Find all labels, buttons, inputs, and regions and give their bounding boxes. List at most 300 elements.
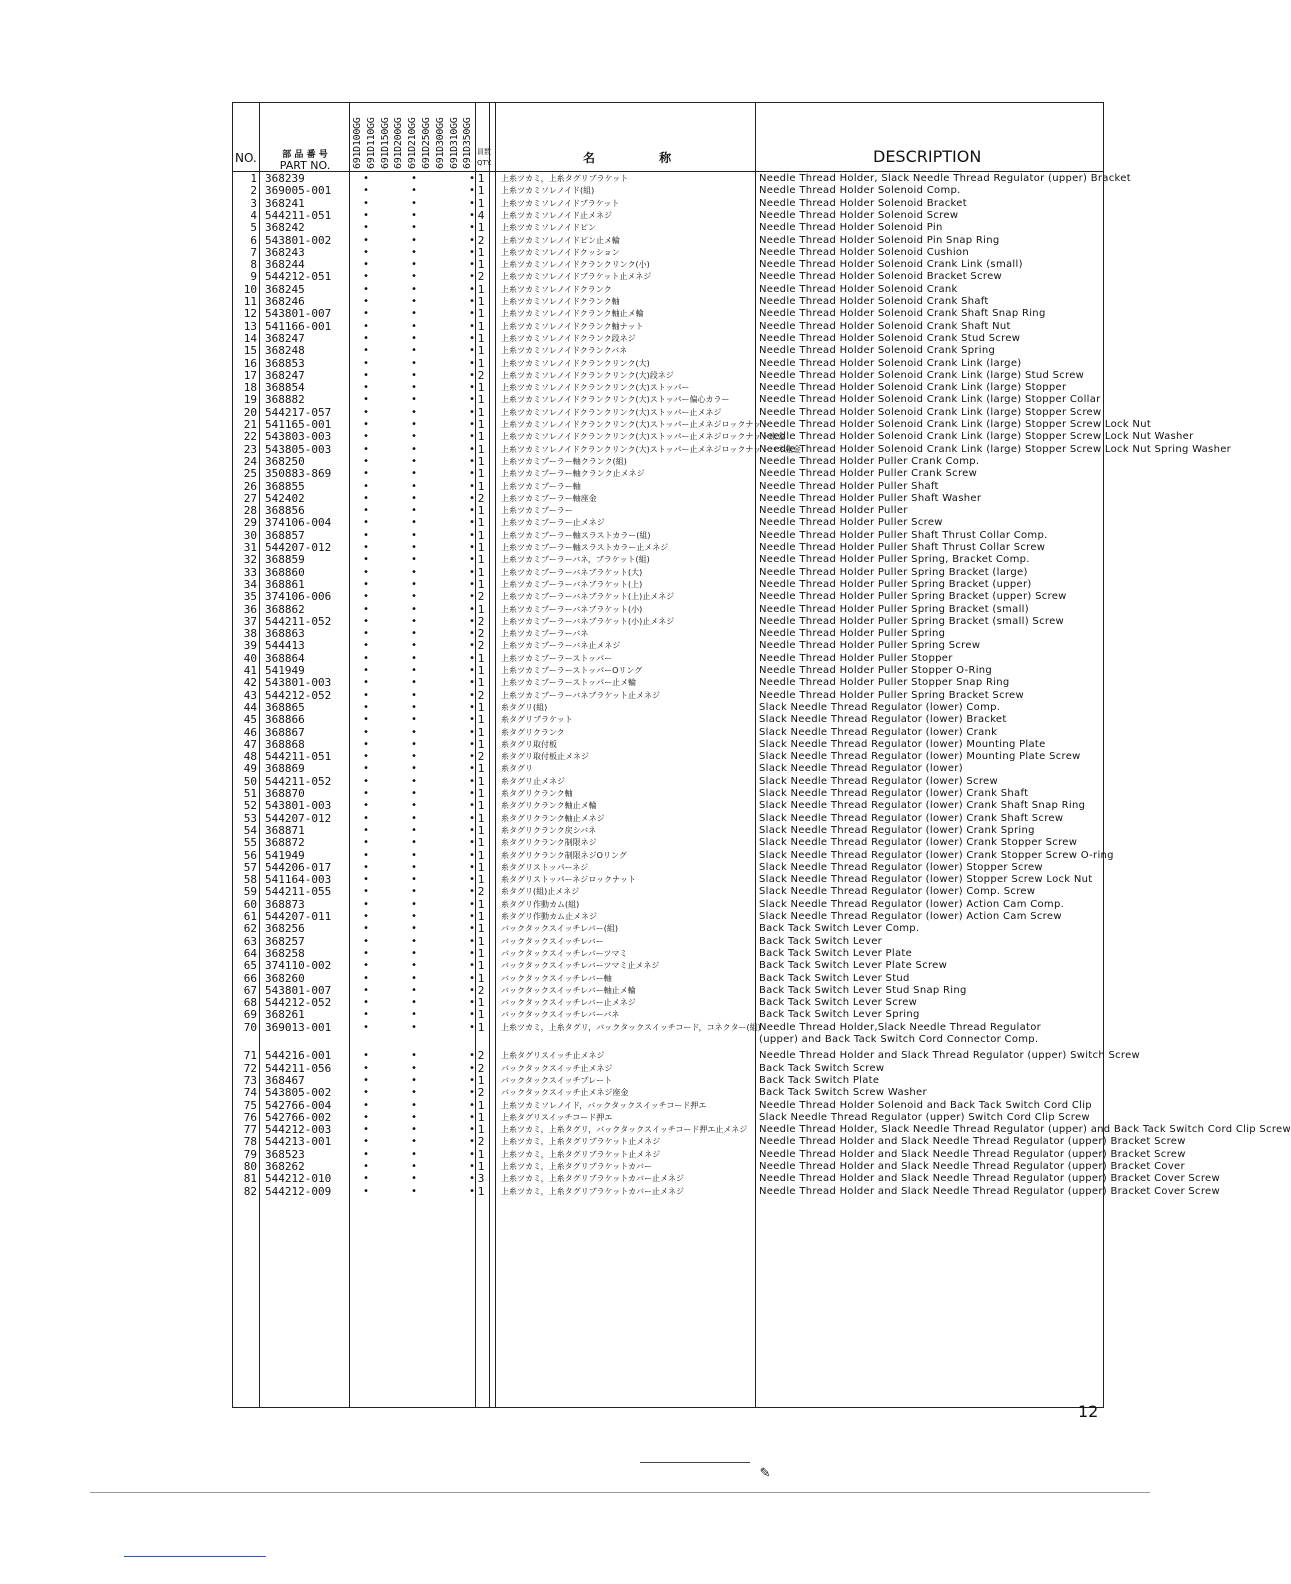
description: Needle Thread Holder Puller Stopper: [759, 652, 953, 664]
applicability-dot: •: [469, 1021, 476, 1033]
applicability-dot: •: [411, 185, 418, 197]
row-number: 27: [243, 491, 257, 505]
applicability-dot: •: [411, 382, 418, 394]
applicability-dot: •: [469, 283, 476, 295]
quantity: 1: [477, 713, 485, 727]
applicability-dot: •: [363, 271, 370, 283]
part-number: 543801-007: [265, 307, 332, 321]
applicability-dot: •: [411, 726, 418, 738]
applicability-dot: •: [469, 197, 476, 209]
quantity: 1: [477, 934, 485, 948]
description: Slack Needle Thread Regulator (lower) Comp. Screw: [759, 886, 1036, 898]
japanese-name: バックタックスイッチレバー軸: [501, 973, 612, 983]
quantity: 1: [477, 516, 485, 530]
applicability-dot: •: [363, 492, 370, 504]
applicability-dot: •: [411, 271, 418, 283]
table-row: [233, 997, 1103, 1009]
description: Needle Thread Holder Puller Shaft Thrust Collar Screw: [759, 542, 1046, 553]
table-row: [233, 1100, 1103, 1112]
applicability-dot: •: [363, 197, 370, 209]
row-number: 1: [250, 172, 257, 185]
model-header: [351, 105, 365, 169]
quantity: 1: [477, 331, 485, 345]
table-row: [233, 690, 1103, 702]
quantity: 1: [477, 774, 485, 788]
applicability-dot: •: [411, 517, 418, 529]
applicability-dot: •: [411, 812, 418, 824]
row-number: 80: [243, 1160, 257, 1173]
japanese-name: バックタックスイッチレバーツマミ止メネジ: [501, 961, 660, 971]
applicability-dot: •: [363, 812, 370, 824]
model-label: 691D250GG: [421, 117, 432, 169]
quantity: 1: [477, 897, 485, 911]
model-header: [365, 105, 379, 169]
description: Needle Thread Holder Puller Crank Comp.: [759, 455, 980, 467]
pen-mark-icon: ✎: [760, 1462, 770, 1481]
row-number: 77: [243, 1123, 257, 1137]
model-header: [420, 105, 434, 169]
japanese-name: バックタックスイッチレバーバネ: [501, 1010, 620, 1020]
applicability-dot: •: [363, 369, 370, 381]
row-number: 65: [243, 959, 257, 973]
table-row: [233, 751, 1103, 763]
description: Slack Needle Thread Regulator (lower) Stopper Screw: [759, 861, 1043, 873]
part-number: 544206-017: [265, 860, 332, 874]
applicability-dot: •: [469, 320, 476, 332]
description: Back Tack Switch Lever Stud: [759, 972, 910, 984]
description: Back Tack Switch Screw: [759, 1062, 885, 1074]
quantity: 1: [477, 799, 485, 813]
description: Needle Thread Holder and Slack Needle Thread Regulator (upper) Bracket Screw: [759, 1148, 1186, 1160]
applicability-dot: •: [469, 1124, 476, 1136]
quantity: 2: [477, 750, 485, 764]
part-number: 368870: [265, 787, 305, 800]
applicability-dot: •: [411, 1136, 418, 1148]
japanese-name: 上糸ツカミ，上糸タグリブラケット: [501, 174, 629, 183]
table-row: [233, 247, 1103, 259]
quantity: 1: [477, 1008, 485, 1022]
japanese-name: バックタックスイッチレバー軸止メ輪: [501, 985, 636, 995]
table-row: [233, 899, 1103, 911]
table-row: [233, 1112, 1103, 1124]
applicability-dot: •: [411, 861, 418, 873]
applicability-dot: •: [363, 652, 370, 664]
quantity: 1: [477, 1098, 485, 1112]
japanese-name: 糸タグリ作動カム止メネジ: [501, 912, 597, 921]
quantity: 2: [477, 368, 485, 382]
applicability-dot: •: [469, 578, 476, 590]
applicability-dot: •: [469, 640, 476, 652]
part-number: 544211-051: [265, 208, 332, 222]
row-number: 63: [243, 934, 257, 948]
applicability-dot: •: [411, 406, 418, 418]
applicability-dot: •: [469, 296, 476, 307]
description: Needle Thread Holder Solenoid Crank Link (large) Stopper Screw Lock Nut: [759, 419, 1152, 430]
row-number: 22: [243, 430, 257, 444]
japanese-name: 上糸ツカミソレノイドクランク軸止メ輪: [501, 309, 644, 319]
japanese-name: 糸タグリストッパーネジロックナット: [501, 875, 636, 885]
table-row: [233, 763, 1103, 775]
quantity: 1: [477, 393, 485, 407]
row-number: 71: [243, 1049, 257, 1063]
row-number: 3: [250, 196, 257, 210]
part-number: 368242: [265, 221, 305, 235]
japanese-name: 上糸ツカミプーラーストッパーOリング: [501, 666, 643, 675]
row-number: 38: [243, 627, 257, 641]
applicability-dot: •: [469, 222, 476, 234]
applicability-dot: •: [469, 566, 476, 578]
applicability-dot: •: [363, 615, 370, 627]
applicability-dot: •: [363, 578, 370, 590]
japanese-name: 上糸ツカミプーラーバネブラケット止メネジ: [501, 690, 660, 700]
applicability-dot: •: [363, 173, 370, 184]
row-number: 72: [243, 1061, 257, 1075]
japanese-name: 上糸ツカミソレノイドピン止メ輪: [501, 235, 620, 245]
table-row: [233, 542, 1103, 554]
table-row: [233, 567, 1103, 579]
quantity: 2: [477, 491, 485, 505]
model-header: [434, 105, 448, 169]
quantity: 1: [477, 344, 485, 358]
applicability-dot: •: [469, 357, 476, 369]
table-row: [233, 1075, 1103, 1087]
table-row: [233, 418, 1152, 431]
applicability-dot: •: [363, 1173, 370, 1185]
applicability-dot: •: [469, 788, 476, 799]
applicability-dot: •: [363, 246, 370, 258]
quantity: 2: [477, 688, 485, 702]
table-row: [233, 530, 1103, 542]
applicability-dot: •: [411, 1021, 418, 1033]
table-row: [233, 886, 1103, 898]
applicability-dot: •: [411, 837, 418, 849]
table-row: [233, 210, 1103, 222]
applicability-dot: •: [469, 480, 476, 492]
row-number: 81: [243, 1172, 257, 1186]
part-number: 368865: [265, 700, 305, 714]
part-number: 368239: [265, 172, 305, 185]
row-number: 82: [243, 1184, 257, 1198]
applicability-dot: •: [411, 898, 418, 910]
applicability-dot: •: [411, 455, 418, 467]
row-number: 10: [243, 282, 257, 296]
applicability-dot: •: [411, 1124, 418, 1136]
table-row: [233, 616, 1103, 628]
quantity: 1: [477, 676, 485, 690]
applicability-dot: •: [411, 1111, 418, 1123]
applicability-dot: •: [469, 271, 476, 283]
table-row: [233, 284, 1103, 296]
row-number: 2: [250, 184, 257, 198]
row-number: 50: [243, 774, 257, 788]
description: Slack Needle Thread Regulator (lower) Crank Stopper Screw O-ring: [759, 849, 1114, 861]
japanese-name: 上糸ツカミソレノイドクランクリンク(小): [501, 260, 650, 270]
row-number: 75: [243, 1098, 257, 1112]
applicability-dot: •: [469, 234, 476, 246]
model-label: 691D200GG: [393, 117, 405, 169]
applicability-dot: •: [469, 1050, 476, 1062]
applicability-dot: •: [363, 529, 370, 541]
part-number: 544211-052: [265, 774, 332, 788]
quantity: 1: [477, 565, 485, 579]
quantity: 1: [477, 811, 485, 825]
row-number: 18: [243, 381, 257, 395]
applicability-dot: •: [411, 997, 418, 1009]
row-number: 73: [243, 1073, 257, 1087]
description: Back Tack Switch Plate: [759, 1074, 880, 1086]
applicability-dot: •: [469, 308, 476, 320]
quantity: 2: [477, 1061, 485, 1075]
row-number: 79: [243, 1147, 257, 1161]
quantity: 1: [477, 1110, 485, 1124]
applicability-dot: •: [363, 628, 370, 640]
row-number: 4: [250, 208, 257, 222]
row-number: 25: [243, 467, 257, 481]
quantity: 1: [477, 762, 485, 776]
table-row: [233, 677, 1103, 689]
row-number: 41: [243, 664, 257, 677]
part-number: 543801-007: [265, 983, 332, 997]
applicability-dot: •: [469, 800, 476, 812]
row-number: 40: [243, 651, 257, 665]
applicability-dot: •: [469, 652, 476, 664]
part-number: 368861: [265, 577, 305, 591]
quantity: 1: [477, 996, 485, 1010]
quantity: 1: [477, 910, 485, 923]
applicability-dot: •: [469, 874, 476, 886]
japanese-name: バックタックスイッチ止メネジ座金: [501, 1088, 629, 1098]
japanese-name: 上糸ツカミプーラーバネブラケット(小): [501, 604, 643, 614]
table-row: [233, 640, 1103, 652]
applicability-dot: •: [469, 1009, 476, 1021]
applicability-dot: •: [469, 554, 476, 566]
table-row: [233, 370, 1103, 382]
japanese-name: 糸タグリ(組): [501, 702, 548, 712]
description: Slack Needle Thread Regulator (upper) Switch Cord Clip Screw: [759, 1111, 1090, 1123]
applicability-dot: •: [411, 640, 418, 652]
quantity: 2: [477, 590, 485, 604]
table-row: [233, 948, 1103, 960]
description: Needle Thread Holder Solenoid Crank Link (large): [759, 357, 1022, 369]
applicability-dot: •: [411, 332, 418, 344]
description: Slack Needle Thread Regulator (lower) Stopper Screw Lock Nut: [759, 874, 1093, 886]
applicability-dot: •: [363, 726, 370, 738]
japanese-name: 上糸ツカミプーラー軸クランク(組): [501, 456, 627, 466]
japanese-name: 上糸ツカミプーラー軸スラストカラー(組): [501, 530, 651, 540]
part-number: 368859: [265, 553, 305, 567]
japanese-name: 上糸ツカミソレノイドクランク軸ナット: [501, 321, 644, 331]
applicability-dot: •: [411, 984, 418, 996]
part-number: 543801-002: [265, 233, 332, 247]
applicability-dot: •: [363, 874, 370, 886]
table-row: [233, 271, 1103, 283]
quantity: 1: [477, 848, 485, 862]
part-number: 368241: [265, 196, 305, 210]
japanese-name: 上糸ツカミ，上糸タグリブラケットカバー止メネジ: [501, 1186, 685, 1196]
japanese-name: 糸タグリ作動カム(組): [501, 899, 580, 909]
applicability-dot: •: [469, 701, 476, 713]
table-row: [233, 481, 1103, 493]
applicability-dot: •: [363, 849, 370, 861]
applicability-dot: •: [411, 443, 418, 455]
applicability-dot: •: [411, 665, 418, 676]
applicability-dot: •: [469, 677, 476, 689]
applicability-dot: •: [469, 911, 476, 922]
applicability-dot: •: [469, 505, 476, 517]
applicability-dot: •: [363, 1185, 370, 1197]
model-label: 691D150GG: [379, 117, 391, 169]
applicability-dot: •: [411, 911, 418, 922]
applicability-dot: •: [469, 812, 476, 824]
table-row: [233, 235, 1103, 247]
table-row: [233, 1049, 1141, 1063]
description: Needle Thread Holder Solenoid Crank Shaft: [759, 296, 989, 307]
quantity: 1: [477, 873, 485, 887]
applicability-dot: •: [363, 505, 370, 517]
applicability-dot: •: [411, 369, 418, 381]
applicability-dot: •: [363, 640, 370, 652]
applicability-dot: •: [411, 308, 418, 320]
japanese-name: 糸タグリブラケット: [501, 715, 573, 725]
link-underline: [124, 1556, 266, 1557]
applicability-dot: •: [363, 468, 370, 480]
japanese-name: 上糸ツカミソレノイドクランクリンク(大)ストッパー止メネジロックナット座金: [501, 432, 786, 442]
description: Needle Thread Holder Puller Spring Bracket (small) Screw: [759, 615, 1065, 627]
applicability-dot: •: [469, 714, 476, 726]
applicability-dot: •: [469, 173, 476, 184]
quantity: 1: [477, 196, 485, 210]
japanese-name: 上糸ツカミプーラーバネブラケット(小)止メネジ: [501, 616, 675, 626]
applicability-dot: •: [363, 1148, 370, 1160]
applicability-dot: •: [411, 652, 418, 664]
japanese-name: 上糸ツカミ，上糸タグリブラケットカバー: [501, 1162, 653, 1171]
japanese-name: 上糸ツカミソレノイドクランクリンク(大)ストッパー止メネジ: [501, 407, 722, 417]
applicability-dot: •: [363, 332, 370, 344]
table-row: [233, 333, 1103, 345]
row-number: 60: [243, 897, 257, 911]
part-number: 368260: [265, 971, 305, 985]
applicability-dot: •: [363, 788, 370, 799]
description: Needle Thread Holder and Slack Needle Thread Regulator (upper) Bracket Cover Screw: [759, 1185, 1220, 1197]
applicability-dot: •: [411, 763, 418, 775]
quantity: 2: [477, 983, 485, 997]
applicability-dot: •: [363, 997, 370, 1009]
description: Needle Thread Holder Solenoid Crank: [759, 283, 958, 295]
applicability-dot: •: [469, 529, 476, 541]
model-header: [392, 105, 406, 169]
part-number: 368247: [265, 368, 305, 382]
japanese-name: 上糸ツカミプーラーバネブラケット(上)止メネジ: [501, 592, 675, 602]
row-number: 23: [243, 442, 257, 456]
description: Back Tack Switch Lever Plate: [759, 947, 913, 959]
table-row: [233, 813, 1103, 825]
applicability-dot: •: [363, 234, 370, 246]
applicability-dot: •: [411, 492, 418, 504]
quantity: 1: [477, 356, 485, 370]
applicability-dot: •: [411, 529, 418, 541]
row-number: 43: [243, 688, 257, 702]
applicability-dot: •: [411, 1087, 418, 1099]
applicability-dot: •: [469, 1148, 476, 1160]
japanese-name: 糸タグリクランク軸止メネジ: [501, 813, 605, 823]
japanese-name: 上糸ツカミソレノイドクランクリンク(大)ストッパー止メネジロックナットバネ座金: [501, 444, 801, 454]
applicability-dot: •: [411, 714, 418, 726]
applicability-dot: •: [469, 726, 476, 738]
part-number: 368523: [265, 1147, 305, 1161]
quantity: 1: [477, 664, 485, 677]
applicability-dot: •: [363, 419, 370, 430]
part-number: 542402: [265, 491, 305, 505]
quantity: 1: [477, 725, 485, 739]
applicability-dot: •: [411, 689, 418, 701]
quantity: 1: [477, 1020, 485, 1034]
applicability-dot: •: [469, 332, 476, 344]
applicability-dot: •: [469, 1173, 476, 1185]
description: Needle Thread Holder Puller Spring Bracket (large): [759, 566, 1028, 578]
applicability-dot: •: [411, 923, 418, 935]
table-row: [233, 776, 1103, 788]
description: Slack Needle Thread Regulator (lower) Comp.: [759, 701, 1001, 713]
japanese-name: 上糸ツカミプーラー軸クランク止メネジ: [501, 469, 645, 479]
applicability-dot: •: [469, 492, 476, 504]
quantity: 1: [477, 1184, 485, 1198]
part-number: 368869: [265, 762, 305, 776]
japanese-name: 糸タグリクランク軸: [501, 789, 573, 798]
row-number: 20: [243, 405, 257, 419]
applicability-dot: •: [411, 1009, 418, 1021]
description: Back Tack Switch Screw Washer: [759, 1087, 927, 1099]
quantity: 1: [477, 479, 485, 493]
description: Needle Thread Holder Solenoid Crank Link (large) Stud Screw: [759, 369, 1085, 381]
description: Needle Thread Holder Puller Shaft Thrust Collar Comp.: [759, 529, 1048, 541]
quantity: 1: [477, 504, 485, 518]
applicability-dot: •: [469, 947, 476, 959]
japanese-name: バックタックスイッチレバー(組): [501, 924, 618, 934]
table-row: [233, 714, 1103, 726]
quantity: 1: [477, 1123, 485, 1137]
part-number: 541166-001: [265, 319, 332, 333]
japanese-name: 上糸ツカミソレノイドクランクリンク(大): [501, 358, 650, 368]
applicability-dot: •: [363, 701, 370, 713]
quantity: 1: [477, 258, 485, 272]
applicability-dot: •: [469, 837, 476, 849]
quantity: 1: [477, 787, 485, 800]
quantity: 1: [477, 651, 485, 665]
applicability-dot: •: [411, 554, 418, 566]
applicability-dot: •: [469, 615, 476, 627]
description: Needle Thread Holder Puller Crank Screw: [759, 468, 978, 480]
japanese-name: 上糸ツカミソレノイドブラケット: [501, 198, 620, 208]
japanese-name: 糸タグリクランク制限ネジ: [501, 838, 597, 848]
quantity: 2: [477, 1049, 485, 1063]
table-row: [233, 628, 1103, 640]
part-number: 368856: [265, 504, 305, 518]
part-number: 368244: [265, 258, 305, 272]
applicability-dot: •: [363, 665, 370, 676]
model-label: 691D210GG: [407, 117, 419, 169]
table-row: [233, 985, 1103, 997]
japanese-name: 上糸ツカミソレノイド，バックタックスイッチコード押エ: [501, 1100, 707, 1110]
applicability-dot: •: [363, 394, 370, 406]
part-number: 543805-002: [265, 1086, 332, 1100]
applicability-dot: •: [363, 775, 370, 787]
table-row: [233, 554, 1103, 566]
japanese-name: 上糸ツカミソレノイドクランク軸: [501, 297, 620, 306]
part-number: 368246: [265, 295, 305, 308]
description: Back Tack Switch Lever Stud Snap Ring: [759, 984, 967, 996]
applicability-dot: •: [363, 554, 370, 566]
applicability-dot: •: [411, 628, 418, 640]
